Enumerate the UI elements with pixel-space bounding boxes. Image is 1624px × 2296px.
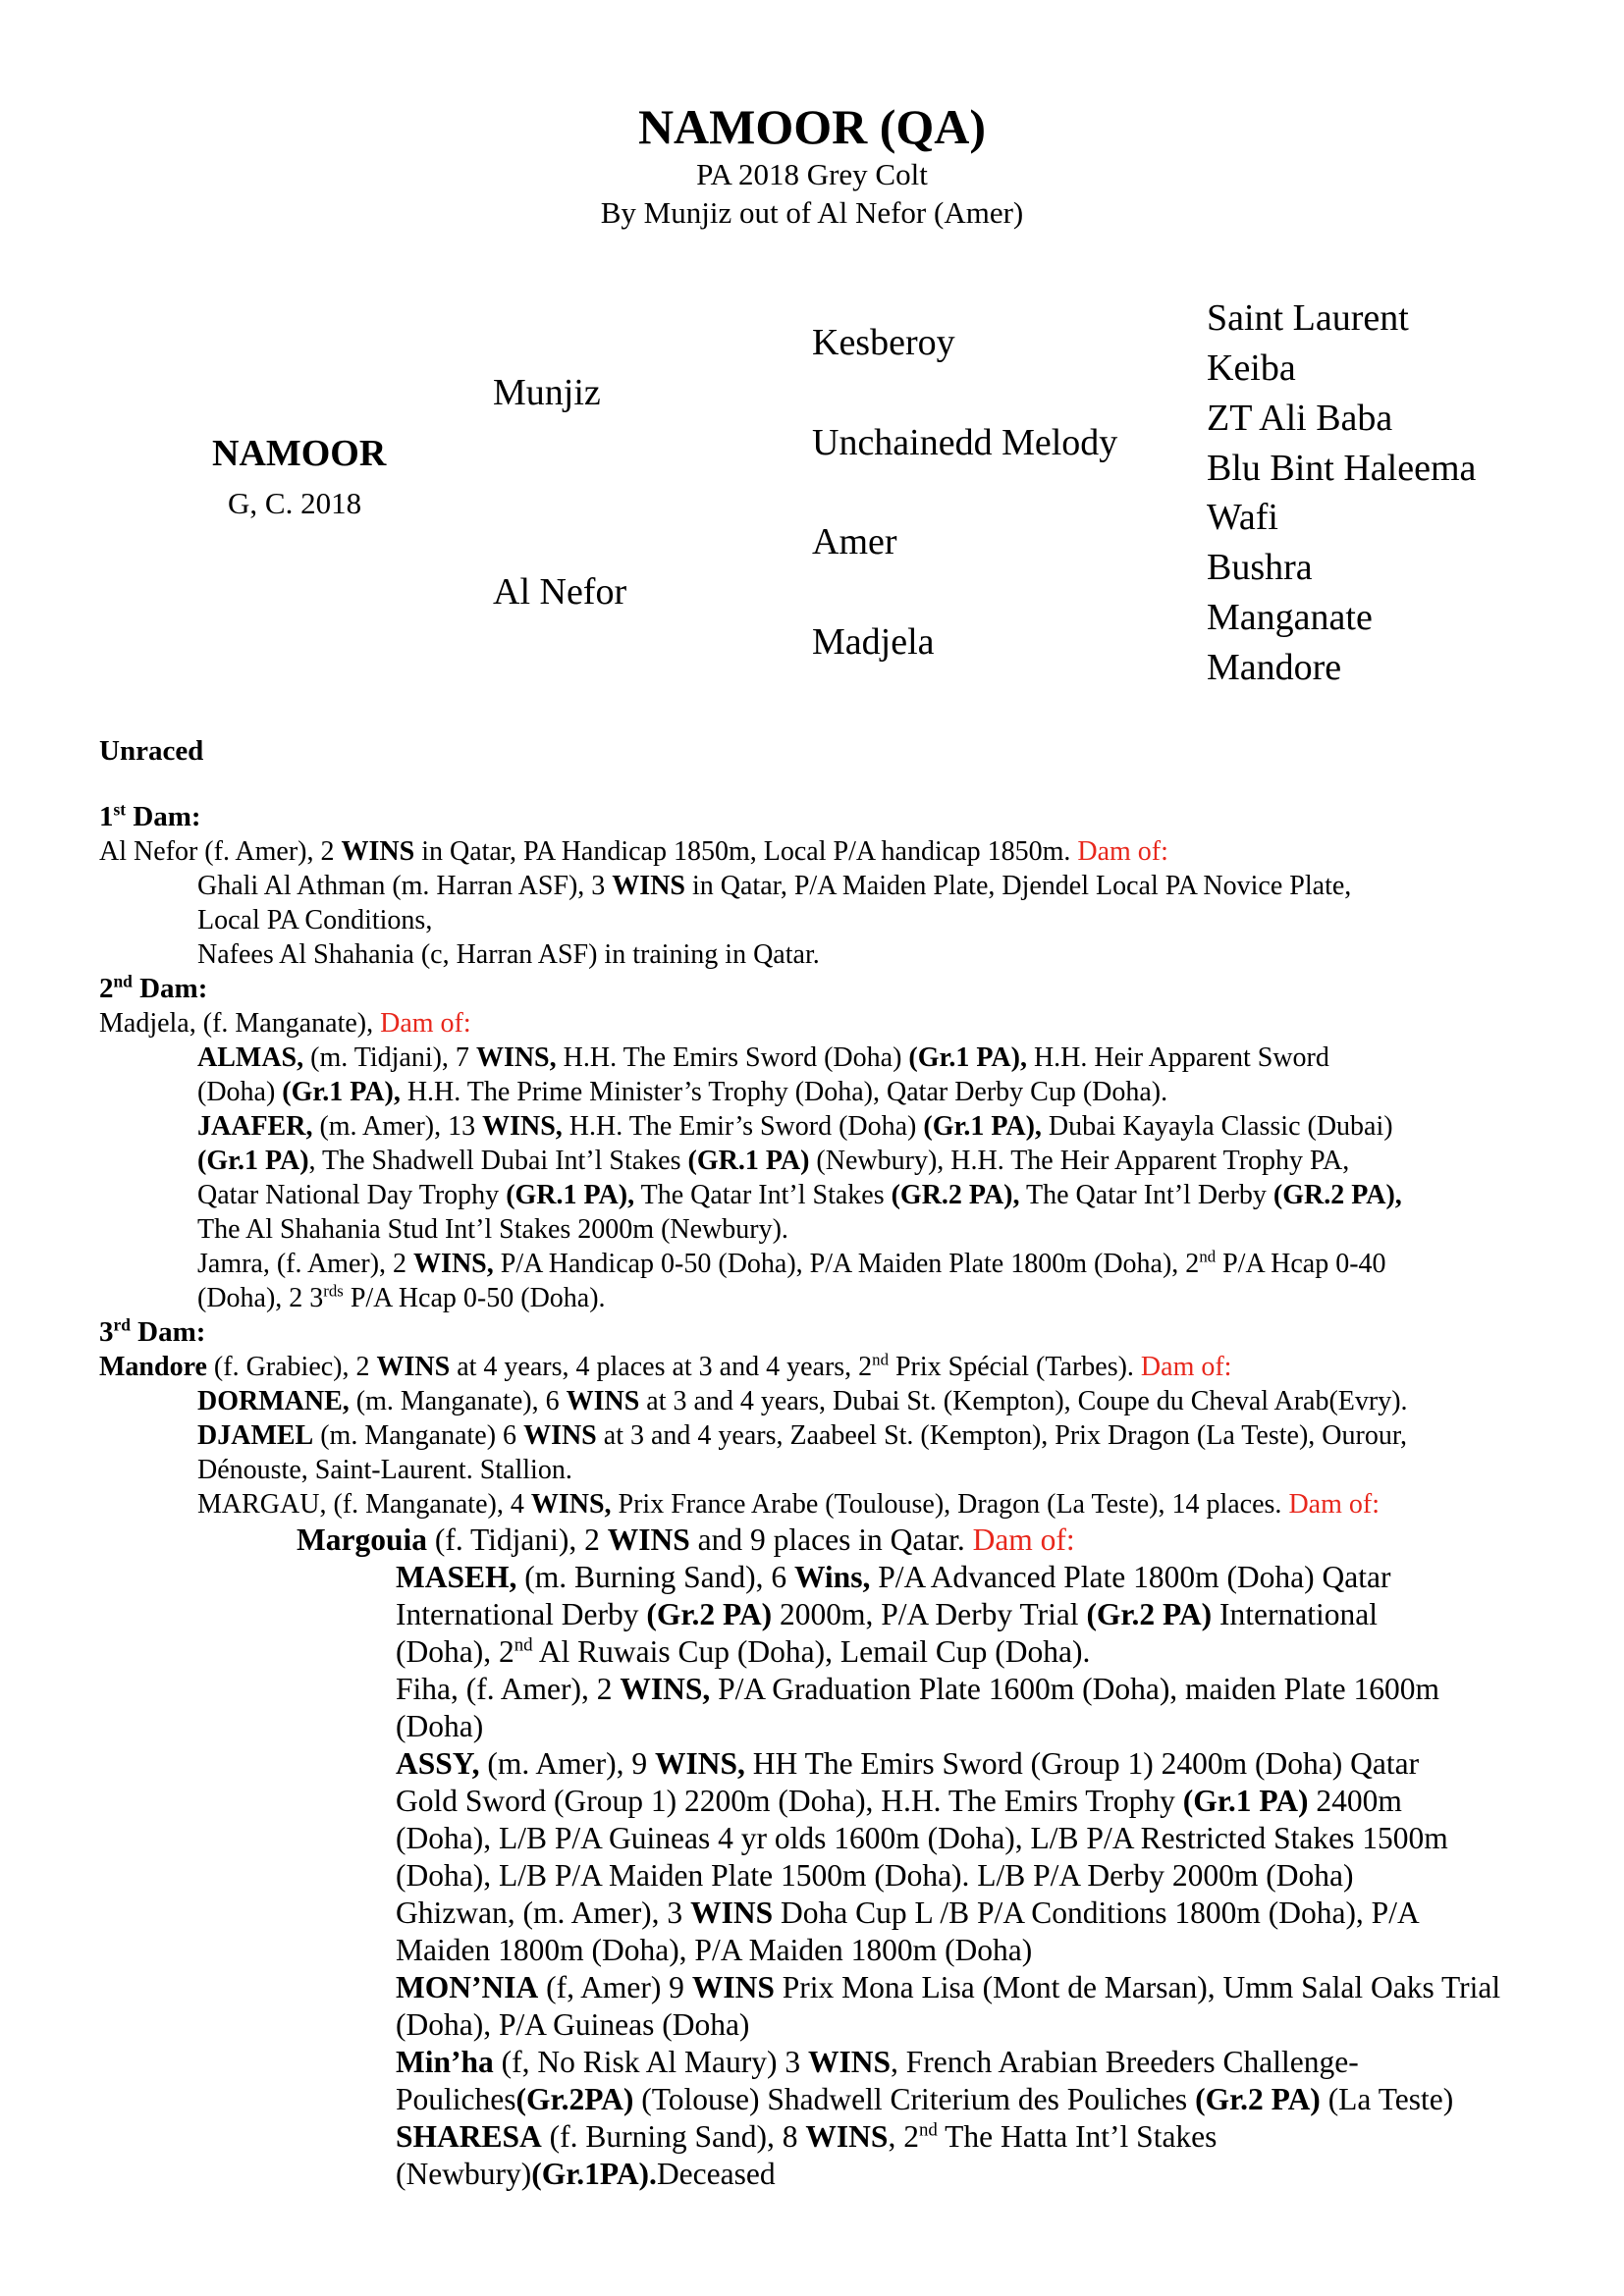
- pedigree-gen2-4: Madjela: [812, 621, 935, 663]
- page-title: NAMOOR (QA): [637, 99, 987, 154]
- pedigree-gen3-5: Wafi: [1207, 497, 1278, 538]
- produce-entry: Margouia (f. Tidjani), 2 WINS and 9 places in Qatar. Dam of:: [297, 1522, 1075, 1557]
- produce-entry-cont: Gold Sword (Group 1) 2200m (Doha), H.H. The Emirs Trophy (Gr.1 PA) 2400m: [396, 1784, 1402, 1818]
- produce-entry: MON’NIA (f, Amer) 9 WINS Prix Mona Lisa (Mont de Marsan), Umm Salal Oaks Trial: [396, 1970, 1501, 2004]
- produce-entry-cont: (Doha), 2 $3^{rds}$ P/A Hcap 0-50 (Doha).: [197, 1281, 606, 1313]
- produce-entry-cont: (Doha), L/B P/A Maiden Plate 1500m (Doha). L/B P/A Derby 2000m (Doha): [396, 1858, 1354, 1893]
- dam-of-label: Dam of:: [972, 1522, 1075, 1557]
- produce-entry-cont: Pouliches(Gr.2PA) (Tolouse) Shadwell Criterium des Pouliches (Gr.2 PA) (La Teste): [396, 2082, 1454, 2116]
- subtitle-breed: PA 2018 Grey Colt: [696, 157, 928, 191]
- dam3-summary: Mandore (f. Grabiec), 2 WINS at 4 years, 4 places at 3 and 4 years, 2nd Prix Spécial (Tarbes). Dam of:: [99, 1350, 1232, 1382]
- dam-of-label: Dam of:: [1077, 836, 1168, 867]
- produce-entry: ALMAS, (m. Tidjani), 7 WINS, H.H. The Emirs Sword (Doha) (Gr.1 PA), H.H. Heir Apparent Sword: [197, 1042, 1329, 1073]
- dam1-heading: 1st Dam:: [99, 799, 201, 832]
- produce-entry: MARGAU, (f. Manganate), 4 WINS, Prix France Arabe (Toulouse), Dragon (La Teste), 14 places. Dam of:: [197, 1489, 1380, 1520]
- produce-entry-cont: (Gr.1 PA), The Shadwell Dubai Int’l Stakes (GR.1 PA) (Newbury), H.H. The Heir Apparent Trophy PA,: [197, 1146, 1350, 1176]
- produce-entry: DJAMEL (m. Manganate) 6 WINS at 3 and 4 years, Zaabeel St. (Kempton), Prix Dragon (La Teste), Ourour,: [197, 1420, 1408, 1451]
- dam1-summary: Al Nefor (f. Amer), 2 WINS in Qatar, PA Handicap 1850m, Local P/A handicap 1850m. Dam of:: [99, 836, 1168, 867]
- produce-entry-cont: Local PA Conditions,: [197, 905, 433, 935]
- subtitle-parentage: By Munjiz out of Al Nefor (Amer): [600, 195, 1024, 230]
- produce-entry: DORMANE, (m. Manganate), 6 WINS at 3 and 4 years, Dubai St. (Kempton), Coupe du Cheval Arab(Evry).: [197, 1386, 1408, 1416]
- produce-entry-cont: The Al Shahania Stud Int’l Stakes 2000m (Newbury).: [197, 1214, 788, 1245]
- pedigree-gen3-8: Mandore: [1207, 647, 1342, 688]
- dam3-heading: 3rd Dam:: [99, 1314, 206, 1348]
- produce-entry-cont: (Doha), L/B P/A Guineas 4 yr olds 1600m (Doha), L/B P/A Restricted Stakes 1500m: [396, 1821, 1448, 1855]
- pedigree-gen3-3: ZT Ali Baba: [1207, 398, 1393, 439]
- dam2-heading: 2nd Dam:: [99, 971, 208, 1004]
- produce-entry: JAAFER, (m. Amer), 13 WINS, H.H. The Emir’s Sword (Doha) (Gr.1 PA), Dubai Kayayla Classic (Dubai): [197, 1111, 1393, 1142]
- produce-entry-cont: Dénouste, Saint-Laurent. Stallion.: [197, 1455, 572, 1485]
- pedigree-sire: Munjiz: [493, 372, 601, 413]
- pedigree-gen3-2: Keiba: [1207, 347, 1296, 389]
- pedigree-gen3-6: Bushra: [1207, 547, 1313, 588]
- pedigree-horse: NAMOOR: [212, 433, 387, 474]
- pedigree-horse-sub: G, C. 2018: [228, 486, 362, 520]
- produce-entry-cont: Maiden 1800m (Doha), P/A Maiden 1800m (Doha): [396, 1933, 1033, 1967]
- race-record: Unraced: [99, 735, 204, 767]
- produce-entry-cont: Qatar National Day Trophy (GR.1 PA), The Qatar Int’l Stakes (GR.2 PA), The Qatar Int’l Derby (GR.2 PA),: [197, 1180, 1402, 1210]
- produce-entry: Ghizwan, (m. Amer), 3 WINS Doha Cup L /B P/A Conditions 1800m (Doha), P/A: [396, 1896, 1420, 1930]
- produce-entry-cont: (Doha), P/A Guineas (Doha): [396, 2007, 750, 2042]
- dam-of-label: Dam of:: [380, 1008, 471, 1039]
- pedigree-gen2-3: Amer: [812, 521, 897, 562]
- dam-of-label: Dam of:: [1140, 1352, 1232, 1382]
- pedigree-gen3-1: Saint Laurent: [1207, 297, 1409, 339]
- produce-entry-cont: (Newbury)(Gr.1PA).Deceased: [396, 2157, 776, 2191]
- produce-entry-cont: (Doha) (Gr.1 PA), H.H. The Prime Minister’s Trophy (Doha), Qatar Derby Cup (Doha).: [197, 1077, 1168, 1107]
- produce-entry-cont: (Doha), 2nd Al Ruwais Cup (Doha), Lemail Cup (Doha).: [396, 1634, 1091, 1669]
- produce-record: [99, 734, 1552, 2193]
- pedigree-gen2-1: Kesberoy: [812, 322, 955, 363]
- produce-entry: Jamra, (f. Amer), 2 WINS, P/A Handicap 0-50 (Doha), P/A Maiden Plate 1800m (Doha), 2nd P/A Hcap 0-40: [197, 1247, 1386, 1279]
- dam2-summary: Madjela, (f. Manganate), Dam of:: [99, 1008, 471, 1039]
- produce-entry: SHARESA (f. Burning Sand), 8 WINS, 2nd The Hatta Int’l Stakes: [396, 2119, 1218, 2154]
- produce-entry-cont: (Doha): [396, 1709, 484, 1743]
- pedigree-dam: Al Nefor: [493, 571, 627, 613]
- produce-entry: ASSY, (m. Amer), 9 WINS, HH The Emirs Sword (Group 1) 2400m (Doha) Qatar: [396, 1746, 1420, 1781]
- dam-of-label: Dam of:: [1288, 1489, 1380, 1520]
- produce-entry: Nafees Al Shahania (c, Harran ASF) in training in Qatar.: [197, 939, 820, 970]
- produce-entry: Ghali Al Athman (m. Harran ASF), 3 WINS in Qatar, P/A Maiden Plate, Djendel Local PA Novice Plate,: [197, 871, 1352, 901]
- pedigree-gen2-2: Unchainedd Melody: [812, 422, 1118, 463]
- produce-entry: MASEH, (m. Burning Sand), 6 Wins, P/A Advanced Plate 1800m (Doha) Qatar: [396, 1560, 1391, 1594]
- produce-entry: Fiha, (f. Amer), 2 WINS, P/A Graduation Plate 1600m (Doha), maiden Plate 1600m: [396, 1672, 1440, 1706]
- pedigree-gen3-7: Manganate: [1207, 597, 1373, 638]
- pedigree-gen3-4: Blu Bint Haleema: [1207, 448, 1477, 489]
- produce-entry: Min’ha (f, No Risk Al Maury) 3 WINS, French Arabian Breeders Challenge-: [396, 2045, 1359, 2079]
- produce-entry-cont: International Derby (Gr.2 PA) 2000m, P/A Derby Trial (Gr.2 PA) International: [396, 1597, 1378, 1631]
